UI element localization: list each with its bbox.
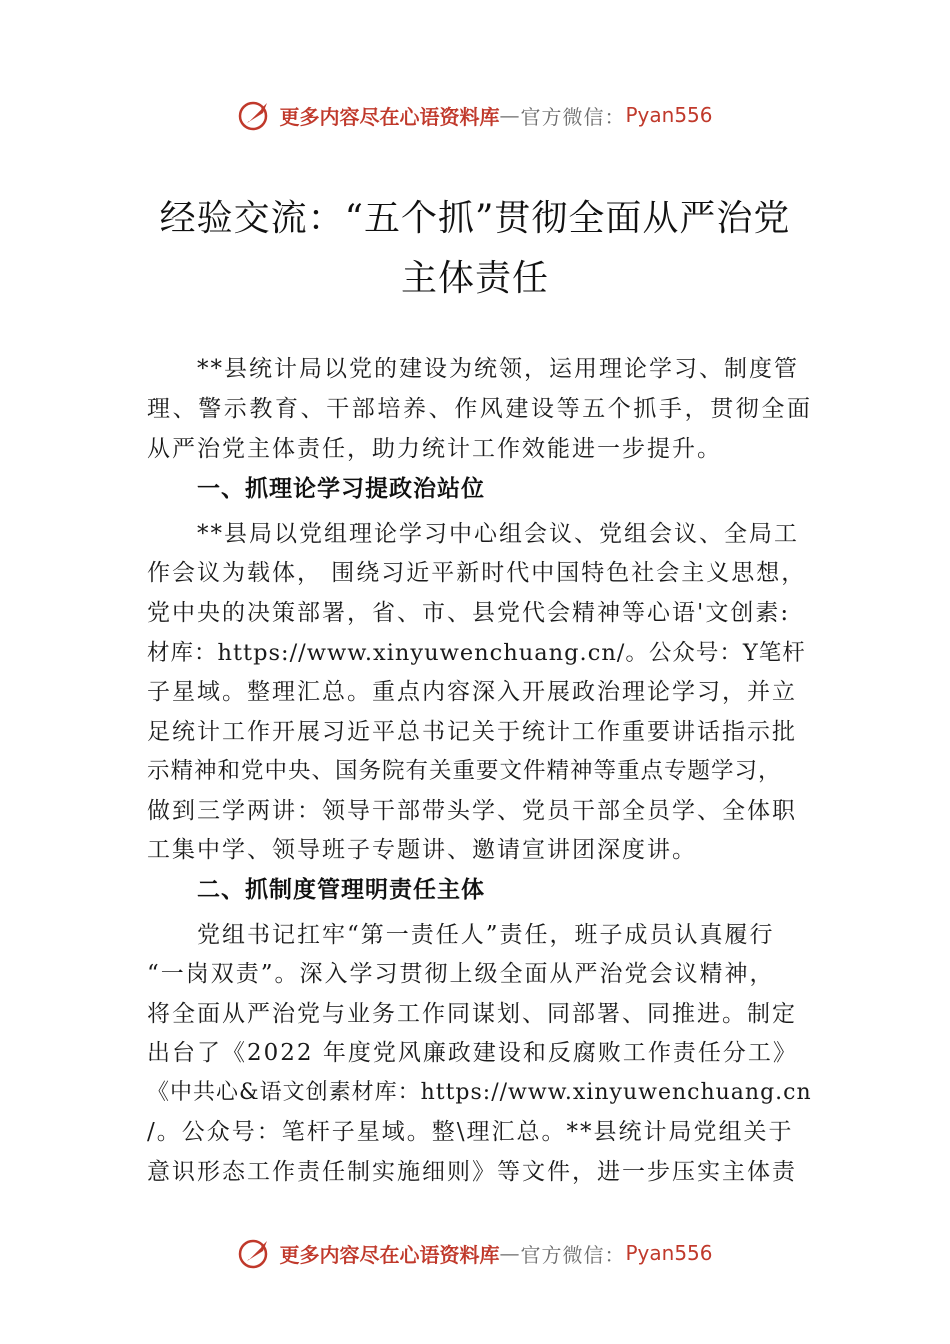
body-line: 工集中学、领导班子专题讲、邀请宣讲团深度讲。 <box>147 837 697 863</box>
body-line: 《中共心&语文创素材库：https://www.xinyuwenchuang.cn <box>147 1080 812 1105</box>
footer-site-name: 更多内容尽在心语资料库 <box>279 1242 500 1267</box>
body-line: 足统计工作开展习近平总书记关于统计工作重要讲话指示批 <box>147 719 797 745</box>
body-line: 出台了《2022 年度党风廉政建设和反腐败工作责任分工》 <box>147 1040 798 1066</box>
footer-separator: — <box>499 1241 521 1265</box>
header-site-name: 更多内容尽在心语资料库 <box>279 104 500 129</box>
body-line: **县统计局以党的建设为统领，运用理论学习、制度管 <box>197 356 799 382</box>
body-line: 理、警示教育、干部培养、作风建设等五个抓手，贯彻全面 <box>147 396 812 422</box>
header-wechat-label: 官方微信： <box>520 104 626 129</box>
section-heading: 二、抓制度管理明责任主体 <box>197 877 485 903</box>
document-title-cont: 主体责任 <box>400 258 549 299</box>
body-line: 党组书记扛牢“第一责任人”责任，班子成员认真履行 <box>197 922 775 948</box>
body-line: /。公众号：笔杆子星域。整\理汇总。**县统计局党组关于 <box>147 1119 794 1145</box>
header-separator: — <box>499 103 521 127</box>
footer-wechat-id: Pyan556 <box>625 1241 713 1265</box>
section-heading: 一、抓理论学习提政治站位 <box>197 476 485 502</box>
body-line: 材库：https://www.xinyuwenchuang.cn/。公众号：Y笔杆 <box>147 640 806 666</box>
body-line: 做到三学两讲：领导干部带头学、党员干部全员学、全体职 <box>147 798 797 824</box>
quill-logo-icon <box>237 97 273 133</box>
body-line: 作会议为载体， 围绕习近平新时代中国特色社会主义思想， <box>147 560 807 586</box>
body-line: 示精神和党中央、国务院有关重要文件精神等重点专题学习， <box>147 758 782 784</box>
body-line: 意识形态工作责任制实施细则》等文件，进一步压实主体责 <box>147 1159 797 1185</box>
header-wechat-id: Pyan556 <box>625 103 713 127</box>
header-banner <box>0 95 950 135</box>
footer-wechat-label: 官方微信： <box>520 1242 626 1267</box>
body-line: 将全面从严治党与业务工作同谋划、同部署、同推进。制定 <box>147 1001 797 1027</box>
document-title: 经验交流：“五个抓”贯彻全面从严治党 <box>159 198 791 239</box>
body-line: “一岗双责”。深入学习贯彻上级全面从严治党会议精神， <box>147 961 775 987</box>
footer-banner <box>0 1233 950 1273</box>
quill-logo-icon <box>237 1235 273 1271</box>
body-line: 从严治党主体责任，助力统计工作效能进一步提升。 <box>147 436 722 462</box>
body-line: 党中央的决策部署，省、市、县党代会精神等心语'文创素: <box>147 600 791 626</box>
body-line: **县局以党组理论学习中心组会议、党组会议、全局工 <box>197 521 799 547</box>
body-line: 子星域。整理汇总。重点内容深入开展政治理论学习，并立 <box>147 679 797 705</box>
